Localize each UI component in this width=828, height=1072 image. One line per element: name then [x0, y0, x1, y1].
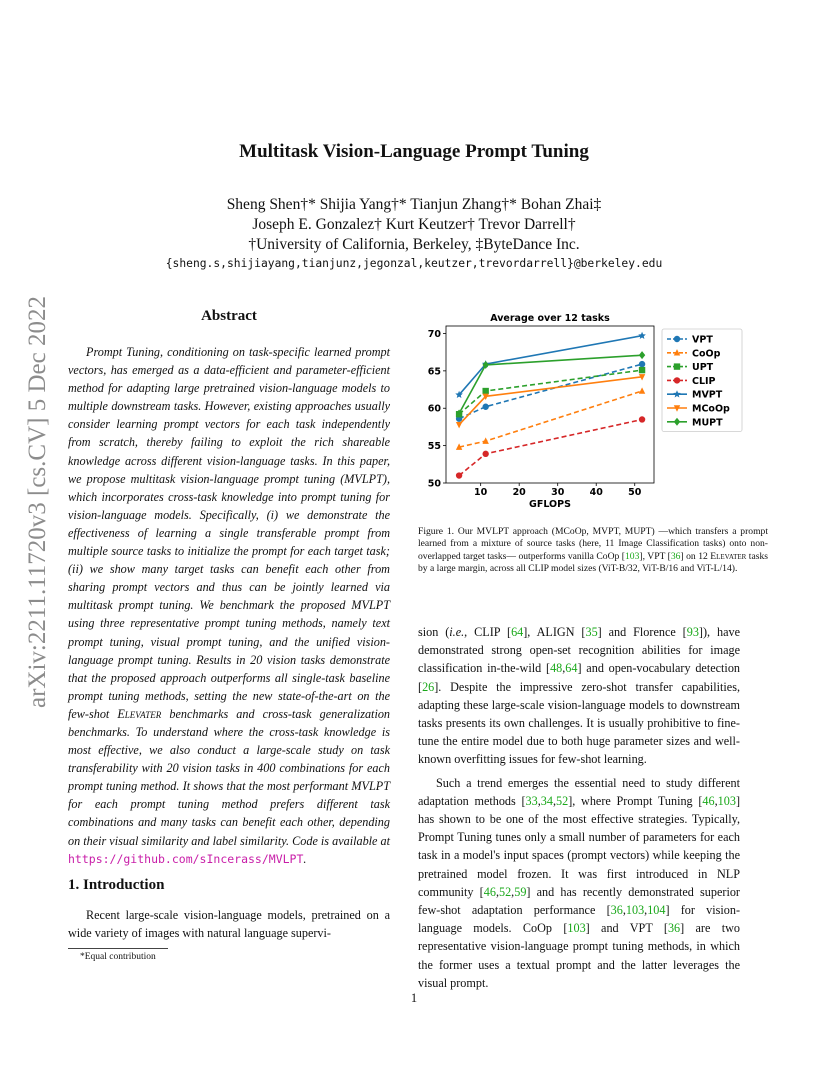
legend-label-coop: CoOp	[692, 348, 721, 360]
elevater-term: Elevater	[117, 706, 162, 721]
series-line-mcoop	[459, 377, 642, 425]
legend-label-vpt: VPT	[692, 334, 713, 346]
text-run: ,	[622, 903, 626, 918]
section-heading-introduction: 1. Introduction	[68, 877, 165, 893]
abstract-part-1: Prompt Tuning, conditioning on task-specific learned prompt vectors, has emerged as a data-efficient and parameter-efficient method for adapting large pretrained vision-language models to multiple downstream tasks. However, existing approaches usually consider learning prompt vectors for each task independently from scratch, thereby failing to exploit the rich shareable knowledge across different vision-language tasks. In this paper, we propose multitask vision-language prompt tuning (MVLPT), which incorporates cross-task knowledge into prompt tuning for vision-language models. Specifically, (i) we demonstrate the effectiveness of learning a single transferable prompt from multiple source tasks to initialize the prompt for each target task; (ii) we show many target tasks can benefit each other from sharing prompt vectors and thus can be jointly learned via multitask prompt tuning. We benchmark the proposed MVLPT using three representative prompt tuning methods, namely text prompt tuning, visual prompt tuning, and the unified vision-language prompt tuning. Results in 20 vision tasks demonstrate that the proposed approach outperforms all single-task baseline prompt tuning methods, setting the new state-of-the-art on the few-shot	[68, 345, 390, 721]
text-run: ]), have demonstrated strong open-set recognition abilities for image classification in-the-wild [	[418, 625, 740, 676]
text-run: ] and has recently demonstrated superior few-shot adaptation performance [	[418, 884, 740, 918]
x-axis-label: GFLOPS	[529, 499, 571, 510]
citation-link[interactable]: 52	[556, 793, 569, 808]
x-tick-label: 40	[589, 487, 603, 498]
text-run: ] and open-vocabulary detection [	[418, 661, 741, 694]
citation-link[interactable]: 34	[540, 793, 553, 808]
text-run: sion (	[418, 625, 450, 639]
x-tick-label: 30	[551, 487, 565, 498]
author-line-2: Joseph E. Gonzalez† Kurt Keutzer† Trevor Darrell†	[252, 216, 576, 233]
author-emails: {sheng.s,shijiayang,tianjunz,jegonzal,keutzer,trevordarrell}@berkeley.edu	[165, 257, 663, 270]
citation-link[interactable]: 59	[514, 884, 527, 899]
text-run: Such a trend emerges the essential need to study different adaptation methods [	[418, 775, 740, 808]
legend-label-mcoop: MCoOp	[692, 403, 730, 415]
legend-label-upt: UPT	[692, 362, 714, 374]
code-link[interactable]: https://github.com/sIncerass/MVLPT	[68, 851, 304, 866]
abstract-text	[68, 343, 390, 868]
y-tick-label: 70	[427, 328, 441, 340]
caption-part: ] on 12	[680, 550, 711, 562]
page-number: 1	[410, 991, 418, 1005]
legend-marker-vpt	[674, 336, 680, 342]
abstract-end: .	[303, 851, 307, 866]
data-point-vpt	[639, 361, 645, 367]
abstract-heading: Abstract	[201, 308, 257, 324]
citation-link[interactable]: 46	[483, 884, 496, 899]
footnote: *Equal contribution	[80, 952, 156, 962]
figure-1-chart	[410, 308, 760, 518]
paper-title: Multitask Vision-Language Prompt Tuning	[239, 141, 589, 162]
y-tick-label: 65	[427, 366, 441, 378]
text-run: ,	[552, 793, 557, 808]
citation-link[interactable]: 36	[610, 903, 623, 918]
affiliation-line: †University of California, Berkeley, ‡ByteDance Inc.	[248, 236, 580, 253]
data-point-mvpt	[638, 332, 646, 339]
citation-link[interactable]: 36	[667, 921, 681, 936]
right-column-text	[418, 623, 740, 992]
citation-link[interactable]: 35	[585, 625, 598, 639]
author-line-1: Sheng Shen†* Shijia Yang†* Tianjun Zhang†* Bohan Zhai‡	[226, 196, 602, 213]
citation-link[interactable]: 103	[567, 921, 586, 936]
data-point-mupt	[639, 351, 645, 359]
y-tick-label: 55	[427, 441, 441, 453]
text-run: ] has shown to be one of the most effective strategies. Typically, Prompt Tuning tunes only a small number of parameters for each task in a model's input spaces (prompt vectors) while keeping the pretrained model frozen. It was first introduced in NLP community [	[418, 793, 740, 899]
footnote-divider	[68, 948, 168, 949]
text-run: ,	[537, 793, 541, 808]
data-point-clip	[482, 451, 488, 457]
citation-link[interactable]: 33	[525, 793, 538, 808]
text-run: ] and Florence [	[597, 625, 687, 639]
citation-link[interactable]: 64	[511, 625, 524, 639]
text-run: ,	[714, 793, 718, 808]
x-tick-label: 20	[512, 487, 526, 498]
citation-link[interactable]: 103	[625, 903, 645, 918]
caption-part: tasks by a large margin, across all CLIP model sizes (ViT-B/32, ViT-B/16 and ViT-L/14).	[418, 550, 768, 574]
text-run: ,	[644, 903, 648, 918]
legend-marker-upt	[674, 363, 680, 369]
paragraph-1	[418, 623, 740, 769]
legend-marker-clip	[674, 377, 680, 383]
text-run: ,	[495, 884, 499, 899]
text-run: ], ALIGN [	[523, 625, 586, 639]
citation-link[interactable]: 48	[550, 661, 563, 676]
citation-link[interactable]: 36	[670, 550, 681, 562]
citation-link[interactable]: 52	[498, 884, 512, 899]
y-tick-label: 50	[427, 478, 441, 490]
data-point-mcoop	[456, 422, 462, 428]
text-run: ,	[511, 884, 515, 899]
elevater-term: Elevater	[710, 550, 747, 562]
caption-part: Figure 1. Our MVLPT approach (MCoOp, MVPT, MUPT) —which transfers a prompt learned from a mixture of source tasks (here, 11 Image Classification tasks) onto non-overlapped target tasks— outperforms vanilla CoOp [	[418, 526, 768, 562]
series-line-coop	[459, 391, 642, 447]
citation-link[interactable]: 103	[717, 793, 736, 808]
citation-link[interactable]: 103	[624, 550, 640, 562]
chart-title: Average over 12 tasks	[490, 313, 610, 324]
text-run: ] and VPT [	[585, 921, 668, 936]
citation-link[interactable]: 104	[647, 903, 666, 918]
author-block	[0, 195, 828, 255]
data-point-coop	[482, 437, 488, 443]
legend-label-mvpt: MVPT	[692, 389, 723, 401]
caption-part: ], VPT [	[639, 550, 671, 562]
arxiv-stamp: arXiv:2211.11720v3 [cs.CV] 5 Dec 2022	[24, 296, 51, 708]
text-run: ]. Despite the impressive zero-shot transfer capabilities, adapting these large-scale vision-language models to downstream tasks presents its own challenges. It is usually prohibitive to fine-tune the entire model due to both huge parameter sizes and well-known overfitting issues for few-shot learning.	[418, 679, 740, 767]
paragraph-2	[418, 774, 740, 992]
data-point-clip	[456, 472, 462, 478]
citation-link[interactable]: 93	[686, 625, 699, 639]
series-line-clip	[459, 420, 642, 476]
figure-caption	[418, 526, 768, 575]
intro-text: Recent large-scale vision-language models, pretrained on a wide variety of images with natural language supervi-	[68, 908, 390, 940]
data-point-upt	[639, 367, 645, 373]
data-point-coop	[639, 387, 645, 393]
data-point-clip	[639, 416, 645, 422]
text-run: ] are two representative vision-language prompt tuning methods, in which the former uses a textual prompt and the latter leverages the visual prompt.	[418, 921, 740, 990]
legend-label-mupt: MUPT	[692, 417, 723, 429]
y-tick-label: 60	[427, 403, 441, 415]
text-run: ], where Prompt Tuning [	[568, 793, 703, 808]
x-tick-label: 10	[474, 487, 488, 498]
legend-label-clip: CLIP	[692, 375, 716, 387]
citation-link[interactable]: 46	[702, 793, 715, 808]
x-tick-label: 50	[628, 487, 642, 498]
data-point-vpt	[482, 404, 488, 410]
data-point-upt	[482, 388, 488, 394]
citation-link[interactable]: 64	[565, 661, 578, 676]
citation-link[interactable]: 26	[422, 679, 435, 694]
text-run: ,	[562, 661, 566, 676]
text-run: , CLIP [	[464, 625, 512, 639]
abstract-part-2: benchmarks and cross-task generalization benchmarks. To understand where the cross-task knowledge is most effective, we also conduct a large-scale study on task transferability with 20 vision tasks in 400 combinations for each prompt tuning method. It shows that the most performant MVLPT for each prompt tuning method prefers different task combinations and many tasks can benefit each other, depending on their visual similarity and label similarity. Code is available at	[68, 706, 391, 848]
text-run: i.e.	[449, 625, 465, 639]
text-run: ] for vision-language models. CoOp [	[418, 903, 741, 936]
